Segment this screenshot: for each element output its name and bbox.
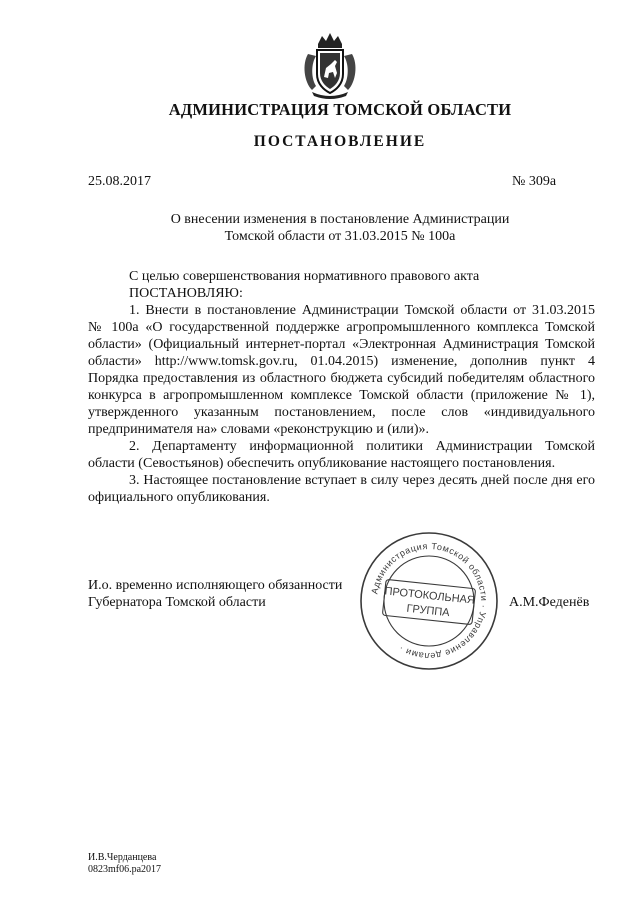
signatory-position bbox=[88, 577, 342, 611]
paragraph-line: № 100а «О государственной поддержке агропромышленного комплекса Томской bbox=[88, 320, 595, 335]
subject-line: Томской области от 31.03.2015 № 100а bbox=[224, 229, 456, 244]
paragraph-line: предпринимателя на» словами «реконструкцию и (или)». bbox=[88, 422, 430, 437]
document-subject bbox=[0, 211, 640, 245]
stamp-inner-line: ПРОТОКОЛЬНАЯ bbox=[383, 585, 476, 607]
document-number: № 309а bbox=[512, 174, 557, 189]
position-line: Губернатора Томской области bbox=[88, 595, 266, 610]
executor-name: И.В.Черданцева bbox=[88, 852, 157, 863]
document-type: ПОСТАНОВЛЕНИЕ bbox=[253, 133, 427, 150]
stamp-ring-text: Администрация Томской области · Управление делами · bbox=[369, 540, 490, 662]
paragraph-3 bbox=[88, 472, 595, 506]
decree-word: ПОСТАНОВЛЯЮ: bbox=[129, 286, 243, 301]
stamp-inner-line: ГРУППА bbox=[405, 602, 451, 620]
coat-of-arms-icon bbox=[298, 30, 362, 100]
document-code: 0823mf06.pa2017 bbox=[88, 864, 162, 875]
subject-line: О внесении изменения в постановление Администрации bbox=[170, 212, 510, 227]
signatory-name: А.М.Феденёв bbox=[509, 595, 590, 610]
paragraph-line: 1. Внести в постановление Администрации Томской области от 31.03.2015 bbox=[129, 303, 595, 318]
paragraph-line: области» http://www.tomsk.gov.ru, 01.04.2015) изменение, дополнив пункт 4 bbox=[88, 354, 595, 369]
official-stamp bbox=[356, 528, 502, 674]
paragraph-line: утвержденного указанным постановлением, после слов «индивидуального bbox=[88, 405, 595, 420]
paragraph-2 bbox=[88, 438, 595, 472]
position-line: И.о. временно исполняющего обязанности bbox=[88, 578, 343, 593]
purpose-line: С целью совершенствования нормативного правового акта bbox=[129, 269, 480, 284]
document-date: 25.08.2017 bbox=[88, 174, 151, 189]
paragraph-line: 3. Настоящее постановление вступает в силу через десять дней после дня его bbox=[129, 473, 595, 488]
paragraph-line: официального опубликования. bbox=[88, 490, 270, 505]
executor-info bbox=[88, 852, 161, 876]
paragraph-1 bbox=[88, 302, 595, 438]
paragraph-line: 2. Департаменту информационной политики Администрации Томской bbox=[129, 439, 595, 454]
paragraph-line: области» (Официальный интернет-портал «Электронная Администрация Томской bbox=[88, 337, 595, 352]
organization-title: АДМИНИСТРАЦИЯ ТОМСКОЙ ОБЛАСТИ bbox=[168, 100, 512, 119]
paragraph-line: конкурса в агропромышленном комплексе Томской области (приложение № 1), bbox=[88, 388, 595, 403]
paragraph-line: области (Севостьянов) обеспечить опубликование настоящего постановления. bbox=[88, 456, 556, 471]
paragraph-line: Порядка предоставления из областного бюджета субсидий победителям областного bbox=[88, 371, 595, 386]
